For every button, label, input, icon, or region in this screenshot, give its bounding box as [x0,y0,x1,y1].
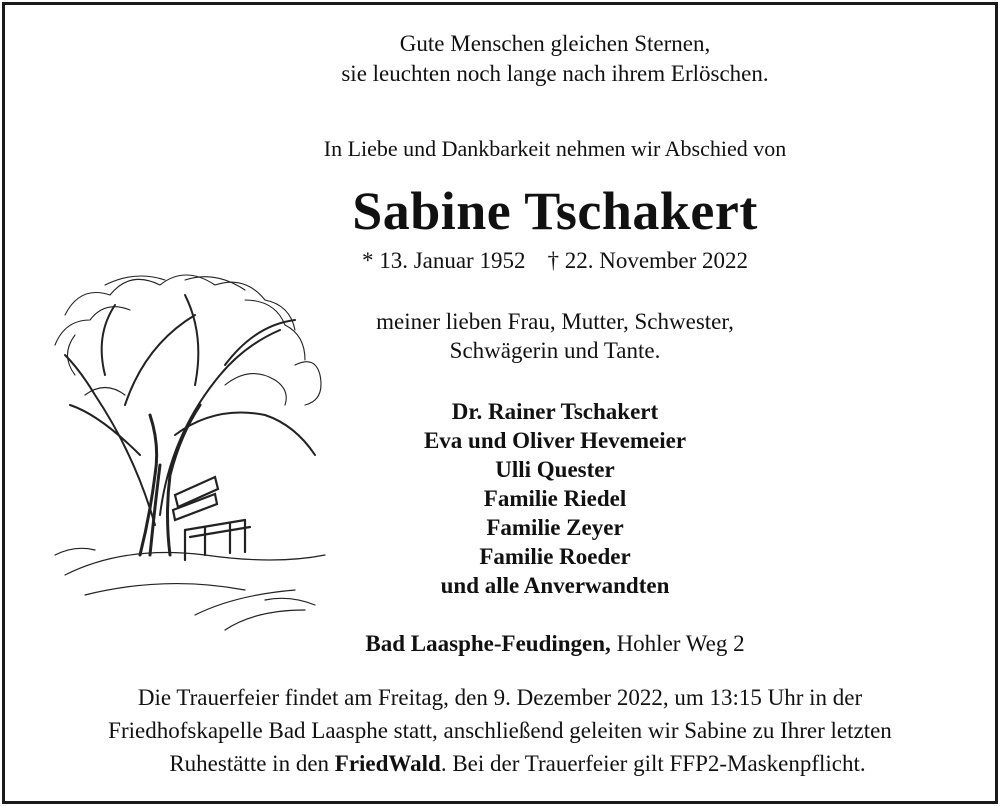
mourner-2: Eva und Oliver Hevemeier [423,428,687,453]
relation-line-2: Schwägerin und Tante. [449,338,661,363]
deceased-name: Sabine Tschakert [352,181,758,241]
notice-line-3 [5,751,1000,777]
verse-line-2: sie leuchten noch lange nach ihrem Erlöschen. [341,61,769,86]
mourner-4: Familie Riedel [483,486,627,511]
mourner-6: Familie Roeder [479,544,631,569]
intro-text: In Liebe und Dankbarkeit nehmen wir Abschied von [323,136,787,161]
notice-line-2: Friedhofskapelle Bad Laasphe statt, anschließend geleiten wir Sabine zu Ihrer letzten [108,718,892,743]
notice-line-3-pre: Ruhestätte in den [169,751,330,776]
address [5,631,1000,657]
relation-line-1: meiner lieben Frau, Mutter, Schwester, [376,309,734,334]
address-place: Bad Laasphe-Feudingen, [365,631,611,656]
verse-line-1: Gute Menschen gleichen Sternen, [399,31,711,56]
life-dates [5,248,1000,274]
notice-line-1: Die Trauerfeier findet am Freitag, den 9. Dezember 2022, um 13:15 Uhr in der [137,685,863,710]
friedwald-name: FriedWald [334,751,441,776]
obituary-notice [2,2,998,804]
mourner-3: Ulli Quester [495,457,615,482]
address-street: Hohler Weg 2 [616,631,745,656]
notice-line-3-post: . Bei der Trauerfeier gilt FFP2-Maskenpflicht. [440,751,866,776]
death-date: † 22. November 2022 [547,248,749,273]
mourner-7: und alle Anverwandten [440,573,670,598]
birth-date: * 13. Januar 1952 [361,248,526,273]
mourner-1: Dr. Rainer Tschakert [451,399,659,424]
mourner-5: Familie Zeyer [486,515,624,540]
